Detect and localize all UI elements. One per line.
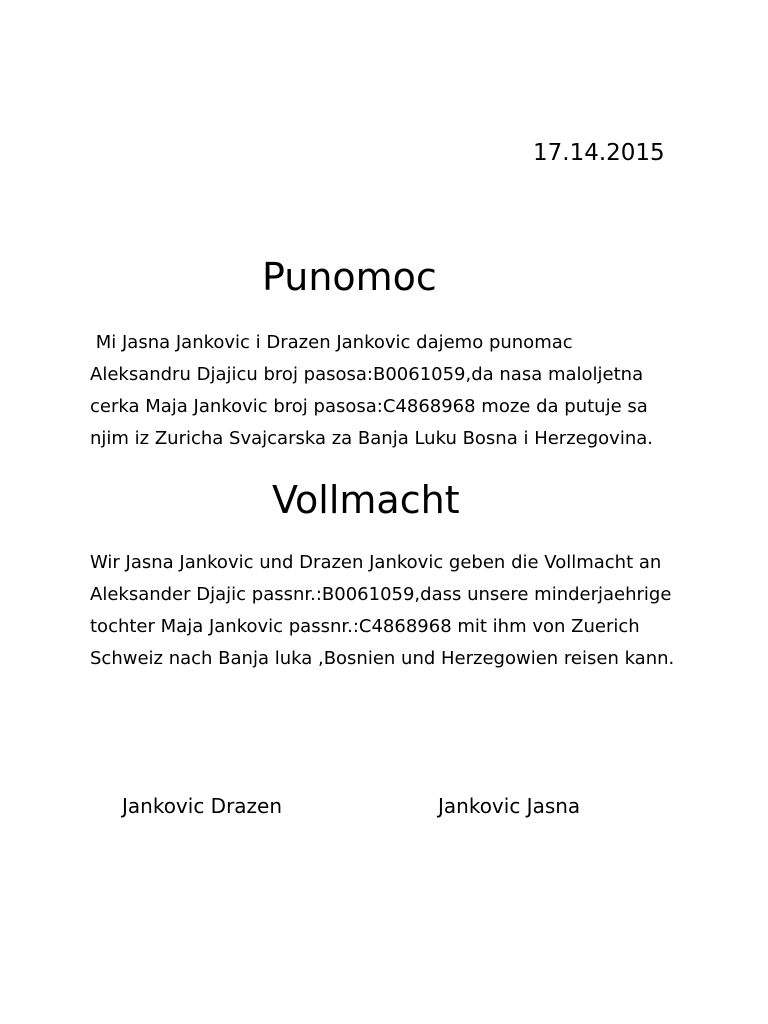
paragraph-punomoc: [90, 327, 653, 455]
title-punomoc: Punomoc: [262, 255, 437, 299]
paragraph-line: Mi Jasna Jankovic i Drazen Jankovic dajemo punomac: [90, 332, 573, 353]
signature-name-drazen: Jankovic Drazen: [122, 794, 283, 818]
paragraph-line: Aleksander Djajic passnr.:B0061059,dass unsere minderjaehrige: [90, 584, 672, 605]
paragraph-line: Wir Jasna Jankovic und Drazen Jankovic geben die Vollmacht an: [90, 552, 662, 573]
paragraph-line: cerka Maja Jankovic broj pasosa:C4868968 moze da putuje sa: [90, 396, 648, 417]
title-vollmacht: Vollmacht: [272, 478, 460, 522]
paragraph-line: Aleksandru Djajicu broj pasosa:B0061059,da nasa maloljetna: [90, 364, 644, 385]
signature-name-jasna: Jankovic Jasna: [438, 794, 581, 818]
paragraph-line: njim iz Zuricha Svajcarska za Banja Luku Bosna i Herzegovina.: [90, 428, 653, 449]
document-date: 17.14.2015: [533, 140, 665, 166]
paragraph-line: Schweiz nach Banja luka ,Bosnien und Herzegowien reisen kann.: [90, 648, 675, 669]
paragraph-vollmacht: [90, 547, 674, 675]
paragraph-line: tochter Maja Jankovic passnr.:C4868968 mit ihm von Zuerich: [90, 616, 640, 637]
